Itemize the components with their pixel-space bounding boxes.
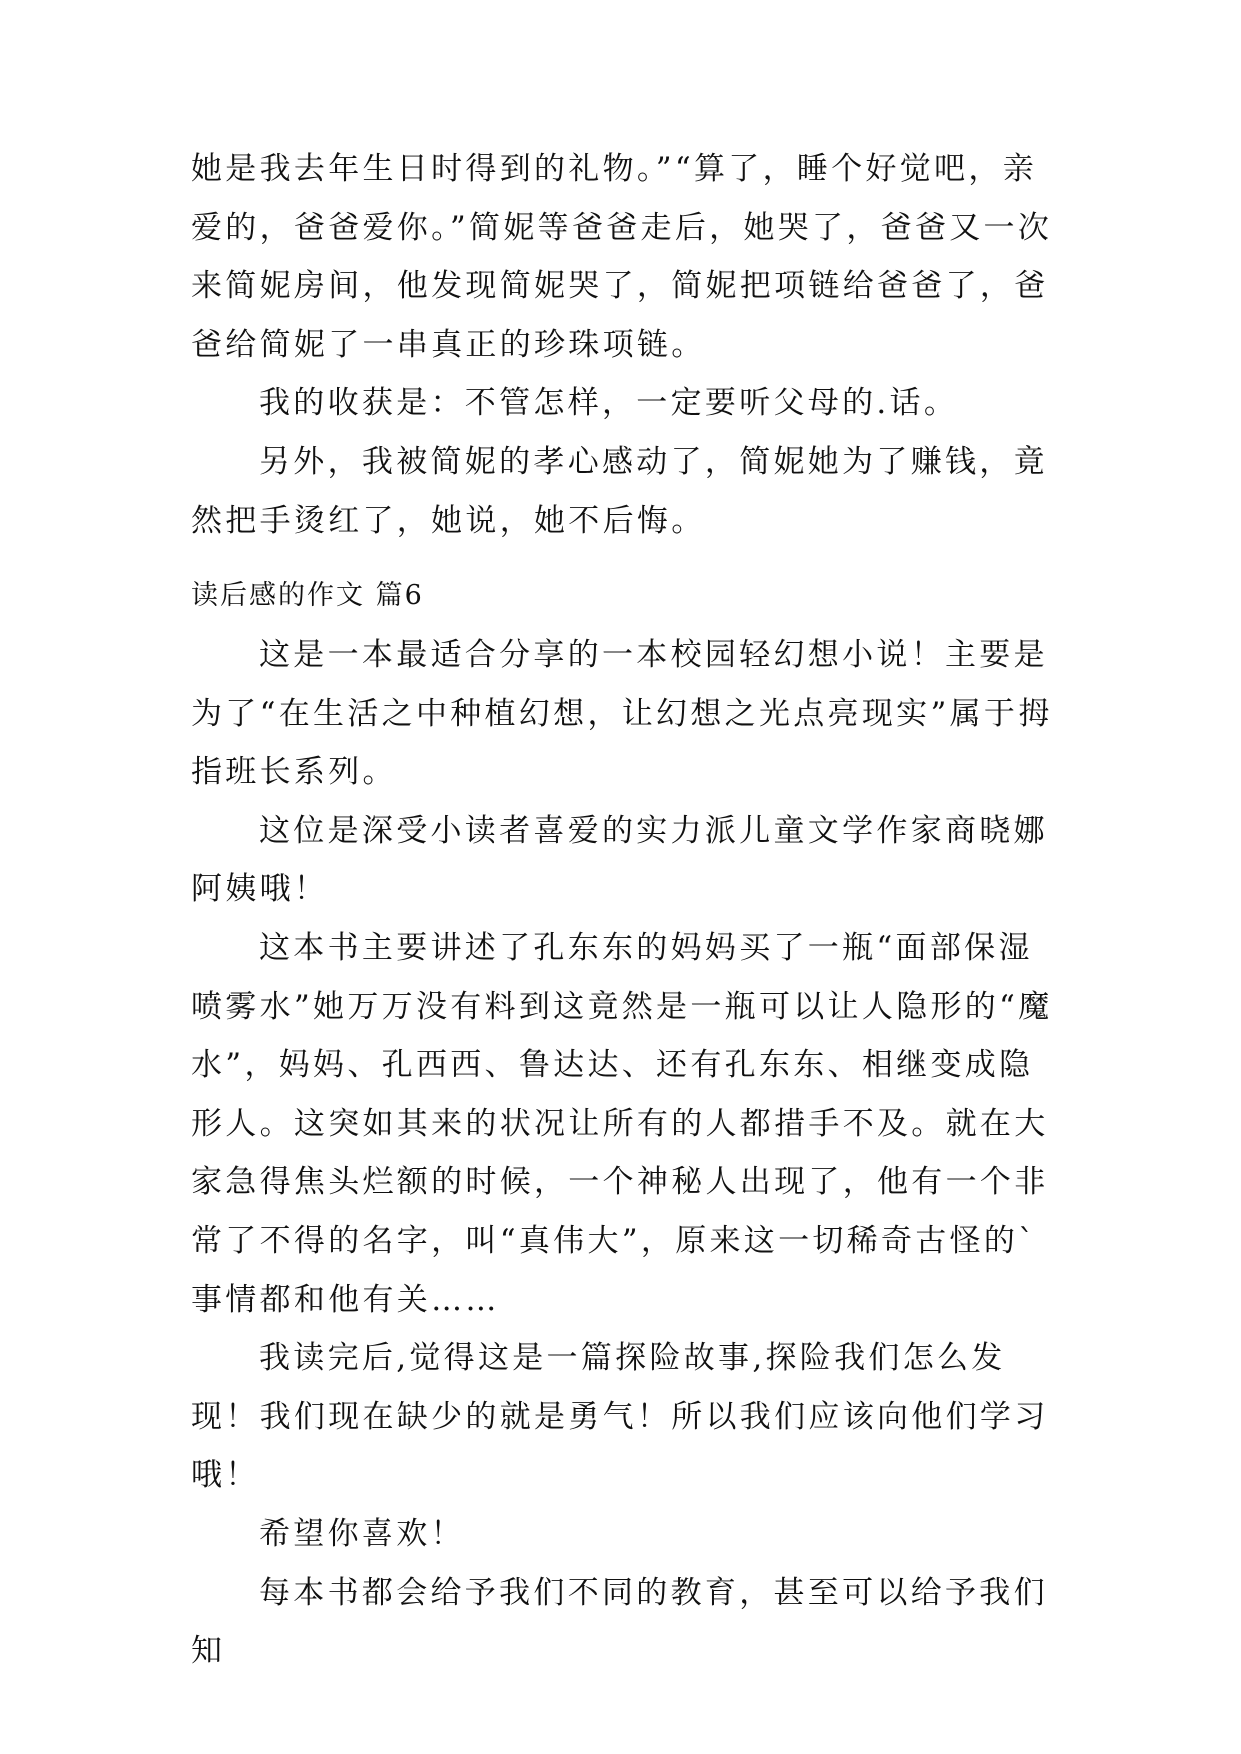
story-paragraph: 这本书主要讲述了孔东东的妈妈买了一瓶“面部保湿喷雾水”她万万没有料到这竟然是一瓶可以让人隐形的“魔水”，妈妈、孔西西、鲁达达、还有孔东东、相继变成隐形人。这突如其来的状况让所有的人都措手不及。就在大家急得焦头烂额的时候，一个神秘人出现了，他有一个非常了不得的名字，叫“真伟大”，原来这一切稀奇古怪的`事情都和他有关……: [191, 929, 1053, 1318]
book-paragraph: 这是一本最适合分享的一本校园轻幻想小说！主要是为了“在生活之中种植幻想，让幻想之光点亮现实”属于拇指班长系列。: [191, 637, 1053, 791]
section-heading: 读后感的作文 篇6: [191, 580, 424, 611]
intro-paragraph: 她是我去年生日时得到的礼物。”“算了，睡个好觉吧，亲爱的，爸爸爱你。”简妮等爸爸走后，她哭了，爸爸又一次来简妮房间，他发现简妮哭了，简妮把项链给爸爸了，爸爸给简妮了一串真正的珍珠项链。: [191, 151, 1053, 363]
wish-paragraph: 希望你喜欢！: [259, 1515, 465, 1552]
harvest-paragraph: 我的收获是：不管怎样，一定要听父母的.话。: [259, 385, 959, 422]
moved-paragraph: 另外，我被简妮的孝心感动了，简妮她为了赚钱，竟然把手烫红了，她说，她不后悔。: [191, 443, 1048, 539]
reflection-paragraph: 我读完后,觉得这是一篇探险故事,探险我们怎么发现！我们现在缺少的就是勇气！所以我们应该向他们学习哦！: [191, 1340, 1049, 1494]
section-body: [191, 626, 1053, 1681]
body-text: [191, 140, 1053, 550]
section: [191, 568, 1053, 623]
author-paragraph: 这位是深受小读者喜爱的实力派儿童文学作家商晓娜阿姨哦！: [191, 812, 1048, 908]
last-paragraph: 每本书都会给予我们不同的教育，甚至可以给予我们知: [191, 1574, 1048, 1670]
